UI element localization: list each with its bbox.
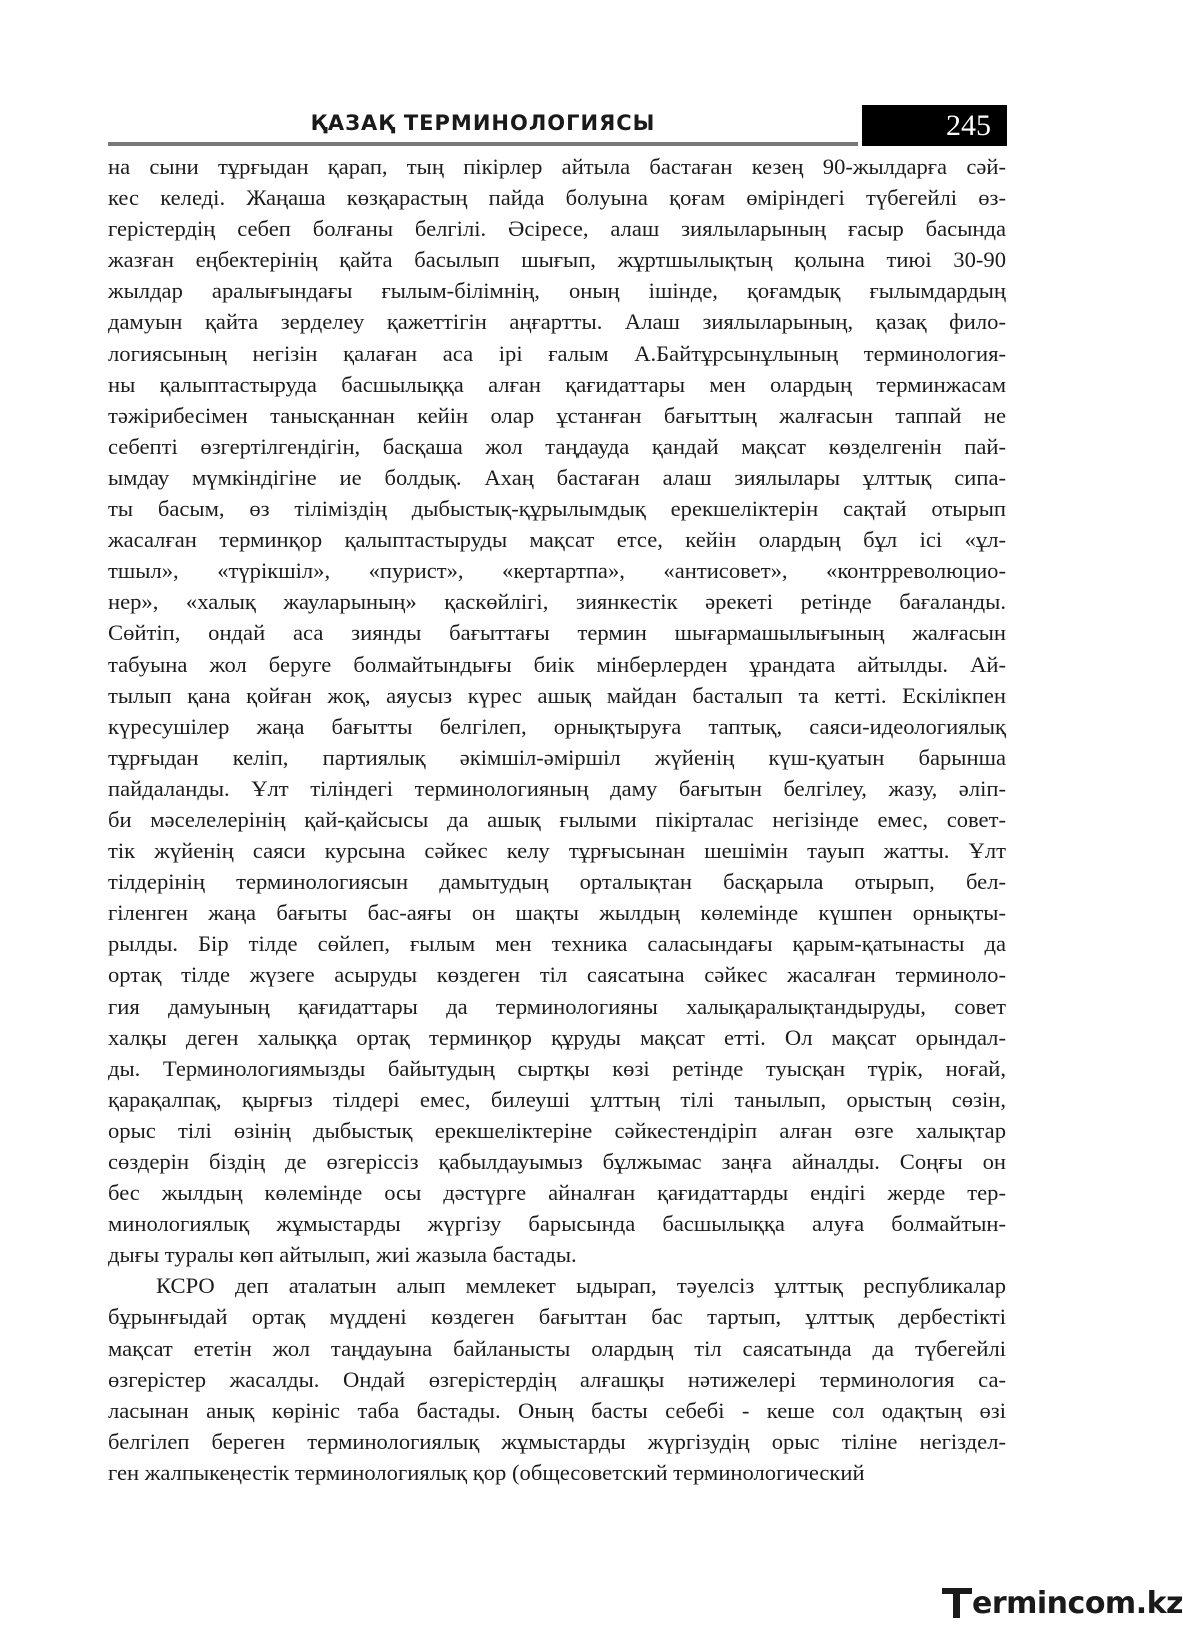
text-line: жасалған терминқор қалыптастыруды мақсат етсе, кейін олардың бұл ісі «ұл-	[108, 527, 1006, 553]
text-line: кес келеді. Жаңаша көзқарастың пайда болуына қоғам өміріндегі түбегейлі өз-	[108, 185, 1006, 211]
text-line: ды. Терминологиямызды байытудың сыртқы көзі ретінде туысқан түрік, ноғай,	[108, 1055, 1006, 1081]
text-line: гия дамуының қағидаттары да терминологияны халықаралықтандыруды, совет	[108, 993, 1006, 1019]
text-line: мақсат ететін жол таңдауына байланысты олардың тіл саясатында да түбегейлі	[108, 1335, 1006, 1361]
text-line: КСРО деп аталатын алып мемлекет ыдырап, тәуелсіз ұлттық республикалар	[156, 1273, 1006, 1299]
terminkom-watermark	[940, 1582, 1183, 1626]
watermark-text: ermincom.kz	[972, 1586, 1183, 1621]
header-rule	[108, 142, 858, 146]
text-line: тік жүйенің саяси курсына сәйкес келу тұрғысынан шешімін тауып жатты. Ұлт	[108, 838, 1006, 864]
paragraph-2	[108, 1270, 1006, 1488]
text-line: бұрынғыдай ортақ мүддені көздеген бағыттан бас тартып, ұлттық дербестікті	[108, 1304, 1006, 1330]
text-line: тілдерінің терминологиясын дамытудың орталықтан басқарыла отырып, бел-	[108, 869, 1006, 895]
text-line: ымдау мүмкіндігіне ие болдық. Ахаң бастаған алаш зиялылары ұлттық сипа-	[108, 464, 1006, 490]
text-line: рылды. Бір тілде сөйлеп, ғылым мен техника саласындағы қарым-қатынасты да	[108, 931, 1006, 957]
text-line: сөздерін біздің де өзгеріссіз қабылдауымыз бұлжымас заңға айналды. Соңғы он	[108, 1149, 1006, 1174]
text-line: Сөйтіп, ондай аса зиянды бағыттағы термин шығармашылығының жалғасын	[108, 620, 1006, 646]
body-text	[108, 151, 1006, 1488]
text-line: герістердің себеп болғаны белгілі. Әсіресе, алаш зиялыларының ғасыр басында	[108, 216, 1006, 242]
text-line: күресушілер жаңа бағытты белгілеп, орнықтыруға таптық, саяси-идеологиялық	[108, 713, 1006, 739]
text-line: қарақалпақ, қырғыз тілдері емес, билеуші ұлттың тілі танылып, орыстың сөзін,	[108, 1086, 1006, 1112]
page-number: 245	[862, 105, 1007, 146]
paragraph-1	[108, 151, 1006, 1270]
text-line: пайдаланды. Ұлт тіліндегі терминологияның даму бағытын белгілеу, жазу, әліп-	[108, 775, 1006, 801]
text-line: тәжірибесімен танысқаннан кейін олар ұстанған бағыттың жалғасын таппай не	[108, 402, 1006, 428]
text-line: би мәселелерінің қай-қайсысы да ашық ғылыми пікірталас негізінде емес, совет-	[108, 806, 1006, 832]
text-line: ны қалыптастыруда басшылыққа алған қағидаттары мен олардың терминжасам	[108, 371, 1006, 397]
running-title: ҚАЗАҚ ТЕРМИНОЛОГИЯСЫ	[310, 111, 656, 135]
text-line: орыс тілі өзінің дыбыстық ерекшеліктеріне сәйкестендіріп алған өзге халықтар	[108, 1117, 1006, 1143]
text-line: тшыл», «түрікшіл», «пурист», «кертартпа», «антисовет», «контрреволюцио-	[108, 558, 1006, 584]
text-line: табуына жол беруге болмайтындығы биік мінберлерден ұрандата айтылды. Ай-	[108, 651, 1006, 677]
text-line: гіленген жаңа бағыты бас-аяғы он шақты жылдың көлемінде күшпен орнықты-	[108, 900, 1006, 926]
text-line: бес жылдың көлемінде осы дәстүрге айналған қағидаттарды ендігі жерде тер-	[108, 1180, 1006, 1206]
text-line: ген жалпыкеңестік терминологиялық қор (общесоветский терминологический	[108, 1459, 865, 1485]
text-line: нер», «халық жауларының» қаскөйлігі, зиянкестік әрекеті ретінде бағаланды.	[108, 589, 1006, 615]
terminkom-logo-icon	[940, 1584, 974, 1624]
text-line: себепті өзгертілгендігін, басқаша жол таңдауда қандай мақсат көзделгенін пай-	[108, 433, 1006, 459]
text-line: өзгерістер жасалды. Ондай өзгерістердің алғашқы нәтижелері терминология са-	[108, 1366, 1006, 1392]
text-line: минологиялық жұмыстарды жүргізу барысында басшылыққа алуға болмайтын-	[108, 1211, 1006, 1237]
text-line: тылып қана қойған жоқ, аяусыз күрес ашық майдан басталып та кетті. Ескілікпен	[108, 682, 1006, 708]
text-line: ты басым, өз тіліміздің дыбыстық-құрылымдық ерекшеліктерін сақтай отырып	[108, 496, 1006, 522]
text-line: дамуын қайта зерделеу қажеттігін аңғартты. Алаш зиялыларының, қазақ фило-	[108, 309, 1006, 335]
text-line: халқы деген халыққа ортақ терминқор құруды мақсат етті. Ол мақсат орындал-	[108, 1024, 1006, 1050]
text-line: на сыни тұрғыдан қарап, тың пікірлер айтыла бастаған кезең 90-жылдарға сәй-	[108, 154, 1006, 179]
text-line: тұрғыдан келіп, партиялық әкімшіл-әміршіл жүйенің күш-қуатын барынша	[108, 744, 1006, 770]
text-line: логиясының негізін қалаған аса ірі ғалым А.Байтұрсынұлының терминология-	[108, 340, 1006, 366]
text-line: ласынан анық көрініс таба бастады. Оның басты себебі - кеше сол одақтың өзі	[108, 1397, 1006, 1423]
text-line: ортақ тілде жүзеге асыруды көздеген тіл саясатына сәйкес жасалған терминоло-	[108, 962, 1006, 988]
text-line: дығы туралы көп айтылып, жиі жазыла бастады.	[108, 1242, 577, 1268]
text-line: белгілеп береген терминологиялық жұмыстарды жүргізудің орыс тіліне негіздел-	[108, 1428, 1006, 1454]
text-line: жазған еңбектерінің қайта басылып шығып, жұртшылықтың қолына тиюі 30-90	[108, 247, 1006, 273]
text-line: жылдар аралығындағы ғылым-білімнің, оның ішінде, қоғамдық ғылымдардың	[108, 278, 1006, 304]
